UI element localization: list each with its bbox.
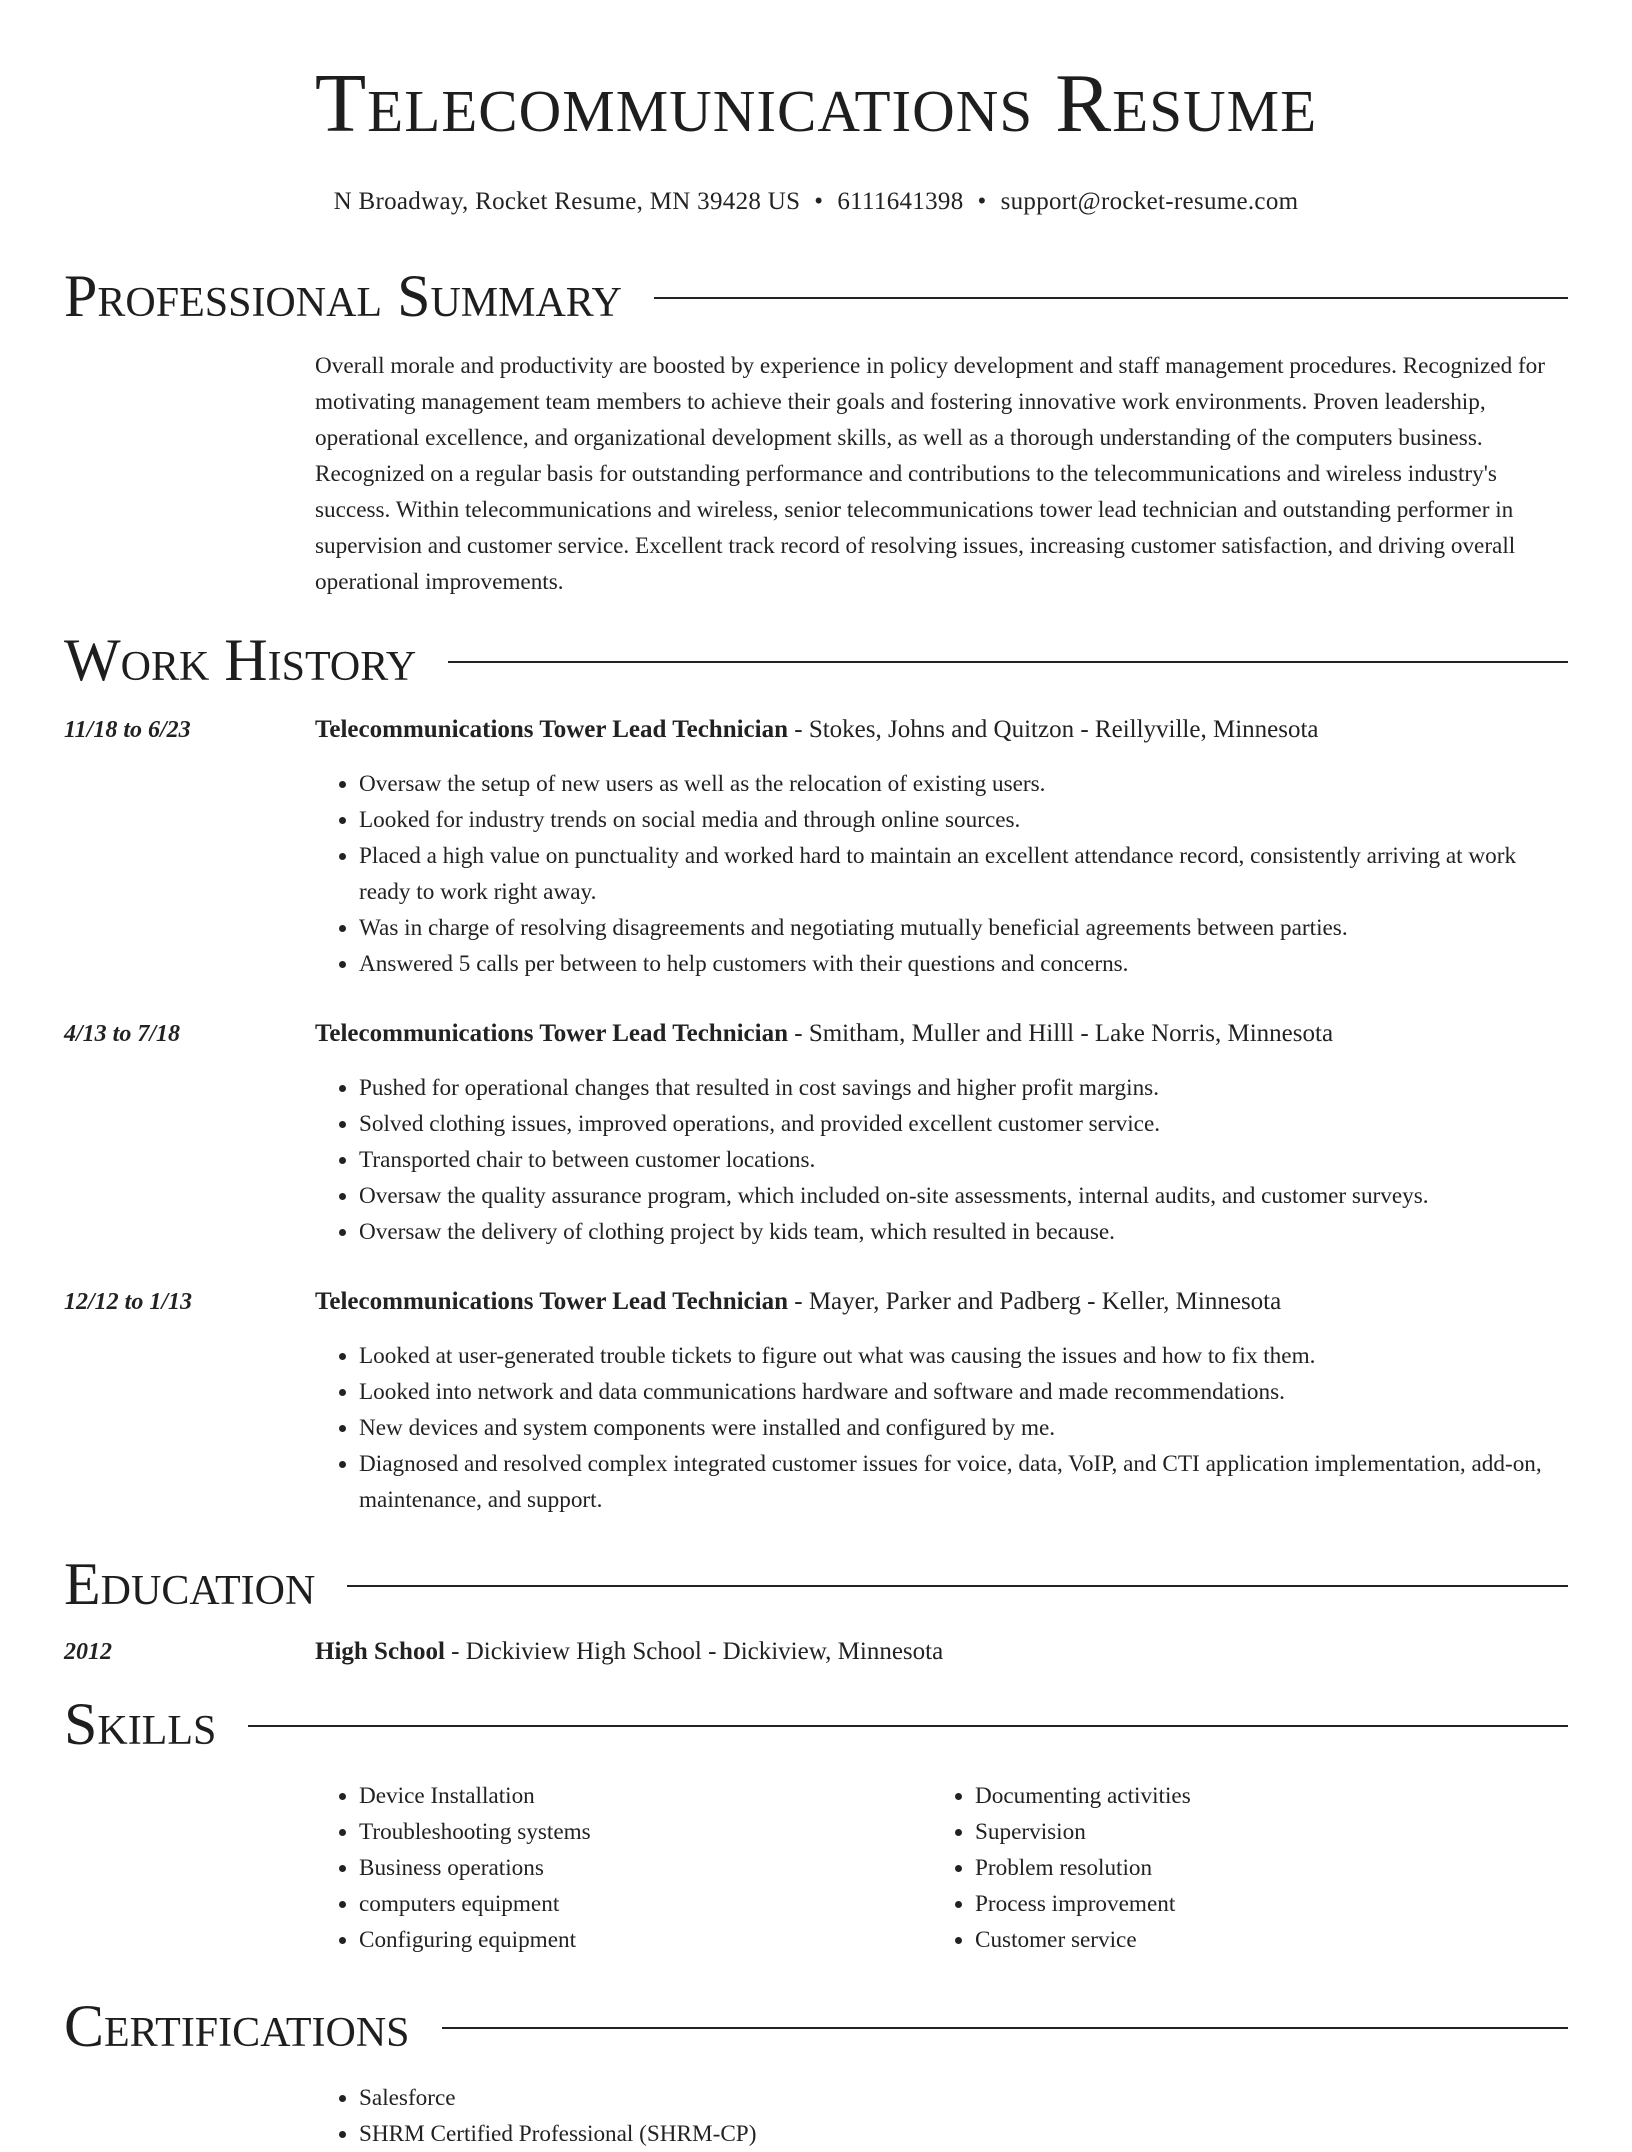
summary-text: Overall morale and productivity are boosted by experience in policy development and staff management procedures. Recognized for motivating management team members to achieve their goals and fostering innovative work environments. Proven leadership, operational excellence, and organizational development skills, as well as a thorough understanding of the computers business. Recognized on a regular basis for outstanding performance and contributions to the telecommunications and wireless industry's success. Within telecommunications and wireless, senior telecommunications tower lead technician and outstanding performer in supervision and customer service. Excellent track record of resolving issues, increasing customer satisfaction, and driving overall operational improvements. bbox=[315, 353, 1545, 595]
job-dates: 11/18 to 6/23 bbox=[64, 717, 191, 743]
section-heading-skills bbox=[64, 1692, 1568, 1756]
list-item: • Transported chair to between customer locations. bbox=[359, 1142, 1568, 1178]
job-title-line bbox=[315, 712, 1568, 748]
list-item: • New devices and system components were installed and configured by me. bbox=[359, 1410, 1568, 1446]
resume-page bbox=[64, 0, 1568, 2152]
section-heading-label: Certifications bbox=[64, 1993, 410, 2059]
list-item: • Solved clothing issues, improved operations, and provided excellent customer service. bbox=[359, 1106, 1568, 1142]
job-details: - Smitham, Muller and Hilll - Lake Norris, Minnesota bbox=[788, 1020, 1334, 1047]
section-heading-certifications bbox=[64, 1994, 1568, 2058]
list-item: • Customer service bbox=[975, 1922, 1568, 1958]
section-heading-education bbox=[64, 1552, 1568, 1616]
job-bullets bbox=[315, 1070, 1568, 1250]
list-item: • Diagnosed and resolved complex integrated customer issues for voice, data, VoIP, and CTI application implementation, add-on, maintenance, and support. bbox=[359, 1446, 1568, 1518]
phone: 6111641398 bbox=[837, 188, 964, 215]
list-item: • Business operations bbox=[359, 1850, 931, 1886]
job-title-line bbox=[315, 1284, 1568, 1320]
section-heading-work-history bbox=[64, 628, 1568, 692]
contact-line bbox=[64, 186, 1568, 218]
list-item: • Troubleshooting systems bbox=[359, 1814, 931, 1850]
list-item: • Looked for industry trends on social media and through online sources. bbox=[359, 802, 1568, 838]
list-item: • computers equipment bbox=[359, 1886, 931, 1922]
list-item: • Salesforce bbox=[359, 2080, 1568, 2116]
job-details: - Mayer, Parker and Padberg - Keller, Minnesota bbox=[788, 1288, 1282, 1315]
job-title: Telecommunications Tower Lead Technician bbox=[315, 1020, 788, 1047]
email: support@rocket-resume.com bbox=[1000, 188, 1299, 215]
certifications-list bbox=[315, 2080, 1568, 2152]
address: N Broadway, Rocket Resume, MN 39428 US bbox=[333, 188, 801, 215]
list-item: • Documenting activities bbox=[975, 1778, 1568, 1814]
list-item: • Oversaw the setup of new users as well as the relocation of existing users. bbox=[359, 766, 1568, 802]
education-degree: High School bbox=[315, 1638, 445, 1665]
list-item: • Process improvement bbox=[975, 1886, 1568, 1922]
section-heading-label: Professional Summary bbox=[64, 263, 622, 329]
separator: • bbox=[977, 188, 987, 215]
job-bullets bbox=[315, 766, 1568, 982]
list-item: • SHRM Certified Professional (SHRM-CP) bbox=[359, 2116, 1568, 2152]
section-divider bbox=[442, 2027, 1568, 2029]
list-item: • Problem resolution bbox=[975, 1850, 1568, 1886]
job-bullets bbox=[315, 1338, 1568, 1518]
job-title-line bbox=[315, 1016, 1568, 1052]
job-entry bbox=[64, 1284, 1568, 1518]
list-item: • Device Installation bbox=[359, 1778, 931, 1814]
separator: • bbox=[814, 188, 824, 215]
section-heading-label: Work History bbox=[64, 627, 417, 693]
list-item: • Oversaw the quality assurance program, which included on-site assessments, internal audits, and customer surveys. bbox=[359, 1178, 1568, 1214]
resume-title: Telecommunications Resume bbox=[314, 57, 1318, 150]
education-line bbox=[315, 1634, 1568, 1670]
section-heading-label: Education bbox=[64, 1551, 316, 1617]
list-item: • Answered 5 calls per between to help customers with their questions and concerns. bbox=[359, 946, 1568, 982]
list-item: • Placed a high value on punctuality and worked hard to maintain an excellent attendance record, consistently arriving at work ready to work right away. bbox=[359, 838, 1568, 910]
skills-list bbox=[315, 1778, 1568, 1958]
skills-column-left bbox=[315, 1778, 931, 1958]
list-item: • Oversaw the delivery of clothing project by kids team, which resulted in because. bbox=[359, 1214, 1568, 1250]
education-year: 2012 bbox=[64, 1639, 112, 1665]
list-item: • Looked at user-generated trouble tickets to figure out what was causing the issues and how to fix them. bbox=[359, 1338, 1568, 1374]
job-title: Telecommunications Tower Lead Technician bbox=[315, 1288, 788, 1315]
list-item: • Supervision bbox=[975, 1814, 1568, 1850]
section-divider bbox=[248, 1725, 1568, 1727]
education-details: - Dickiview High School - Dickiview, Minnesota bbox=[444, 1638, 944, 1665]
job-details: - Stokes, Johns and Quitzon - Reillyville, Minnesota bbox=[788, 716, 1319, 743]
job-title: Telecommunications Tower Lead Technician bbox=[315, 716, 788, 743]
section-divider bbox=[448, 661, 1568, 663]
section-divider bbox=[654, 297, 1568, 299]
list-item: • Configuring equipment bbox=[359, 1922, 931, 1958]
job-entry bbox=[64, 712, 1568, 982]
section-heading-label: Skills bbox=[64, 1691, 217, 1757]
list-item: • Was in charge of resolving disagreements and negotiating mutually beneficial agreements between parties. bbox=[359, 910, 1568, 946]
job-dates: 4/13 to 7/18 bbox=[64, 1021, 181, 1047]
section-heading-summary bbox=[64, 264, 1568, 328]
skills-column-right bbox=[931, 1778, 1568, 1958]
job-entry bbox=[64, 1016, 1568, 1250]
list-item: • Looked into network and data communications hardware and software and made recommendations. bbox=[359, 1374, 1568, 1410]
certifications-bullets bbox=[315, 2080, 1568, 2152]
section-divider bbox=[347, 1585, 1568, 1587]
list-item: • Pushed for operational changes that resulted in cost savings and higher profit margins. bbox=[359, 1070, 1568, 1106]
job-dates: 12/12 to 1/13 bbox=[64, 1289, 193, 1315]
education-entry bbox=[64, 1634, 1568, 1670]
